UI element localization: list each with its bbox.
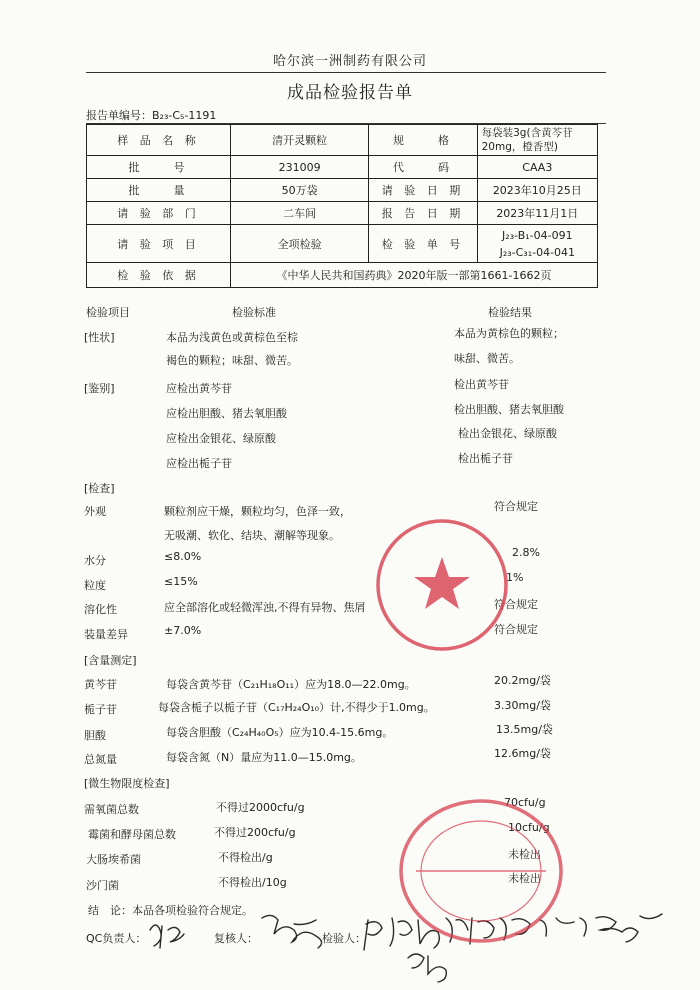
appearance-standard-2: 无吸潮、软化、结块、潮解等现象。 xyxy=(164,529,340,542)
request-no-label: 检 验 单 号 xyxy=(369,225,477,263)
code-value: CAA3 xyxy=(477,156,597,179)
identification-result: 检出黄芩苷 xyxy=(454,378,509,391)
sample-name-label: 样 品 名 称 xyxy=(87,125,231,156)
request-no-2: J₂₃-C₃₁-04-041 xyxy=(499,245,576,259)
header-item: 检验项目 xyxy=(86,306,130,319)
report-number: 报告单编号：B₂₃-C₅-1191 xyxy=(86,109,217,122)
inspector-label: 检验人： xyxy=(322,932,366,945)
section-microbial: [微生物限度检查] xyxy=(84,777,170,790)
appearance-result: 符合规定 xyxy=(494,500,538,513)
geniposide-standard: 每袋含栀子以栀子苷（C₁₇H₂₄O₁₀）计,不得少于1.0mg。 xyxy=(158,701,435,714)
star-icon xyxy=(414,557,470,609)
solubility-result: 符合规定 xyxy=(494,598,538,611)
salmonella-standard: 不得检出/10g xyxy=(218,876,287,889)
fill-variance-result: 符合规定 xyxy=(494,623,538,636)
identification-standard: 应检出金银花、绿原酸 xyxy=(166,432,276,445)
quality-stamp xyxy=(396,796,566,946)
moisture-standard: ≤8.0% xyxy=(164,550,202,563)
batch-no-label: 批 号 xyxy=(87,156,231,179)
cholic-acid-standard: 每袋含胆酸（C₂₄H₄₀O₅）应为10.4-15.6mg。 xyxy=(166,726,394,739)
ecoli-result: 未检出 xyxy=(508,848,541,861)
fill-variance-standard: ±7.0% xyxy=(164,624,202,637)
report-date-label: 报 告 日 期 xyxy=(369,202,477,225)
request-no-1: J₂₃-B₁-04-091 xyxy=(502,228,573,242)
items-value: 全项检验 xyxy=(230,225,368,263)
aerobic-result: 70cfu/g xyxy=(504,796,546,809)
appearance-standard-1: 颗粒剂应干燥，颗粒均匀，色泽一致， xyxy=(164,505,351,518)
ecoli-name: 大肠埃希菌 xyxy=(86,853,141,866)
solubility-name: 溶化性 xyxy=(84,603,117,616)
character-standard-2: 褐色的颗粒；味甜、微苦。 xyxy=(166,354,298,367)
baicalin-standard: 每袋含黄芩苷（C₂₁H₁₈O₁₁）应为18.0—22.0mg。 xyxy=(166,678,416,691)
identification-result: 检出金银花、绿原酸 xyxy=(458,427,557,440)
code-label: 代 码 xyxy=(369,156,477,179)
identification-standard: 应检出黄芩苷 xyxy=(166,382,232,395)
batch-no-value: 231009 xyxy=(230,156,368,179)
document-title: 成品检验报告单 xyxy=(287,83,413,103)
baicalin-name: 黄芩苷 xyxy=(84,678,117,691)
granularity-name: 粒度 xyxy=(84,579,106,592)
spec-label: 规 格 xyxy=(369,125,477,156)
nitrogen-result: 12.6mg/袋 xyxy=(494,747,551,760)
basis-label: 检 验 依 据 xyxy=(87,263,231,288)
mold-yeast-result: 10cfu/g xyxy=(508,821,550,834)
header-result: 检验结果 xyxy=(488,306,532,319)
nitrogen-name: 总氮量 xyxy=(84,753,117,766)
character-result-1: 本品为黄棕色的颗粒； xyxy=(454,327,564,340)
company-name: 哈尔滨一洲制药有限公司 xyxy=(272,54,427,69)
ecoli-standard: 不得检出/g xyxy=(218,851,273,864)
conclusion: 结 论：本品各项检验符合规定。 xyxy=(88,904,253,917)
aerobic-standard: 不得过2000cfu/g xyxy=(216,801,305,814)
solubility-standard: 应全部溶化或轻微浑浊,不得有异物、焦屑 xyxy=(164,601,366,614)
section-character: [性状] xyxy=(84,331,115,344)
sample-name-value: 清开灵颗粒 xyxy=(230,125,368,156)
mold-yeast-name: 霉菌和酵母菌总数 xyxy=(88,828,176,841)
baicalin-result: 20.2mg/袋 xyxy=(494,674,551,687)
batch-qty-label: 批 量 xyxy=(87,179,231,202)
character-result-2: 味甜、微苦。 xyxy=(454,352,520,365)
salmonella-name: 沙门菌 xyxy=(86,879,119,892)
moisture-result: 2.8% xyxy=(512,546,540,559)
moisture-name: 水分 xyxy=(84,554,106,567)
spec-value: 每袋装3g(含黄芩苷20mg，橙香型) xyxy=(477,125,597,156)
section-identification: [鉴别] xyxy=(84,382,115,395)
request-date-value: 2023年10月25日 xyxy=(477,179,597,202)
mold-yeast-standard: 不得过200cfu/g xyxy=(214,826,296,839)
header-standard: 检验标准 xyxy=(232,306,276,319)
granularity-standard: ≤15% xyxy=(164,575,198,588)
geniposide-name: 栀子苷 xyxy=(84,703,117,716)
cholic-acid-name: 胆酸 xyxy=(84,729,106,742)
geniposide-result: 3.30mg/袋 xyxy=(494,699,551,712)
items-label: 请 验 项 目 xyxy=(87,225,231,263)
section-assay: [含量测定] xyxy=(84,654,137,667)
qc-head-label: QC负责人： xyxy=(86,932,147,945)
appearance-name: 外观 xyxy=(84,505,106,518)
fill-variance-name: 装量差异 xyxy=(84,628,128,641)
aerobic-name: 需氧菌总数 xyxy=(84,803,139,816)
qc-signature xyxy=(150,925,184,948)
nitrogen-standard: 每袋含氮（N）量应为11.0—15.0mg。 xyxy=(166,751,362,764)
identification-standard: 应检出胆酸、猪去氧胆酸 xyxy=(166,407,287,420)
identification-result: 检出栀子苷 xyxy=(458,452,513,465)
request-dept-value: 二车间 xyxy=(230,202,368,225)
identification-result: 检出胆酸、猪去氧胆酸 xyxy=(454,403,564,416)
reviewer-signature xyxy=(262,915,322,948)
reviewer-label: 复核人： xyxy=(214,932,258,945)
request-dept-label: 请 验 部 门 xyxy=(87,202,231,225)
section-inspection: [检查] xyxy=(84,482,115,495)
identification-standard: 应检出栀子苷 xyxy=(166,457,232,470)
request-date-label: 请 验 日 期 xyxy=(369,179,477,202)
cholic-acid-result: 13.5mg/袋 xyxy=(496,723,553,736)
salmonella-result: 未检出 xyxy=(508,872,541,885)
batch-qty-value: 50万袋 xyxy=(230,179,368,202)
basis-value: 《中华人民共和国药典》2020年版一部第1661-1662页 xyxy=(230,263,597,288)
inspection-report-stamp xyxy=(372,515,512,655)
inspector-signature-2 xyxy=(408,954,446,982)
granularity-result: 1% xyxy=(506,571,524,584)
character-standard-1: 本品为浅黄色或黄棕色至棕 xyxy=(166,331,298,344)
report-date-value: 2023年11月1日 xyxy=(477,202,597,225)
